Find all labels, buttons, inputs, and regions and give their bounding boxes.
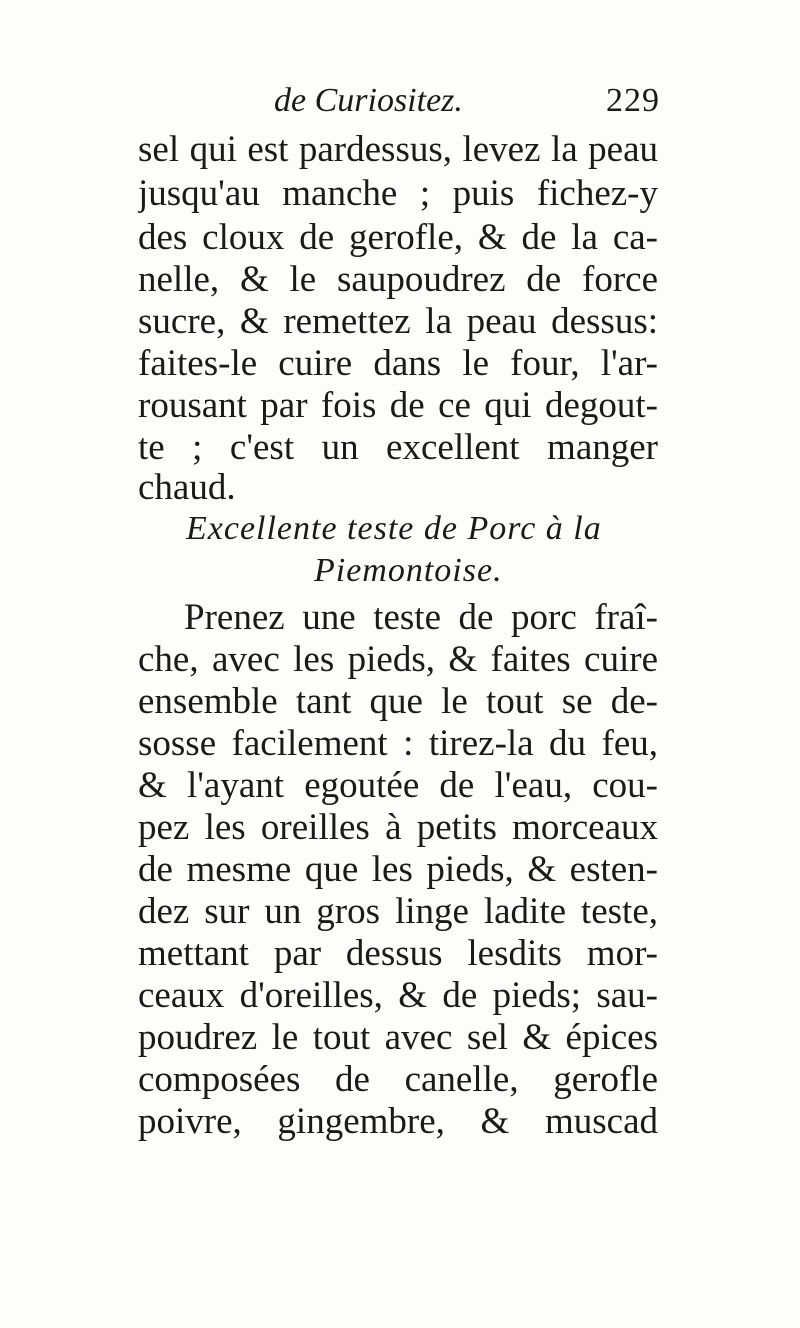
text-line: des cloux de gerofle, & de la ca-	[138, 217, 658, 258]
page-number: 229	[606, 82, 660, 119]
text-line: poudrez le tout avec sel & épices	[138, 1017, 658, 1058]
text-line: te ; c'est un excellent manger	[138, 427, 658, 468]
text-line: che, avec les pieds, & faites cuire	[138, 639, 658, 680]
text-line: composées de canelle, gerofle	[138, 1059, 658, 1100]
text-line: jusqu'au manche ; puis fichez-y	[138, 173, 658, 214]
text-line: rousant par fois de ce qui degout-	[138, 385, 658, 426]
text-line: & l'ayant egoutée de l'eau, cou-	[138, 765, 658, 806]
text-line: ensemble tant que le tout se de-	[138, 681, 658, 722]
page-header	[140, 82, 660, 132]
text-line: faites-le cuire dans le four, l'ar-	[138, 343, 658, 384]
text-line: sucre, & remettez la peau dessus:	[138, 301, 658, 342]
text-line: sel qui est pardessus, levez la peau	[138, 129, 658, 170]
text-line: poivre, gingembre, & muscad	[138, 1101, 658, 1142]
section-heading-line-2: Piemontoise.	[314, 552, 503, 589]
section-heading-line-1: Excellente teste de Porc à la	[186, 510, 602, 547]
text-line: ceaux d'oreilles, & de pieds; sau-	[138, 975, 658, 1016]
running-head: de Curiositez.	[274, 82, 463, 119]
text-line: Prenez une teste de porc fraî-	[184, 597, 658, 638]
text-line: chaud.	[138, 467, 236, 508]
text-line: nelle, & le saupoudrez de force	[138, 259, 658, 300]
text-line: dez sur un gros linge ladite teste,	[138, 891, 658, 932]
text-line: de mesme que les pieds, & esten-	[138, 849, 658, 890]
text-line: pez les oreilles à petits morceaux	[138, 807, 658, 848]
text-line: mettant par dessus lesdits mor-	[138, 933, 658, 974]
text-line: sosse facilement : tirez-la du feu,	[138, 723, 658, 764]
